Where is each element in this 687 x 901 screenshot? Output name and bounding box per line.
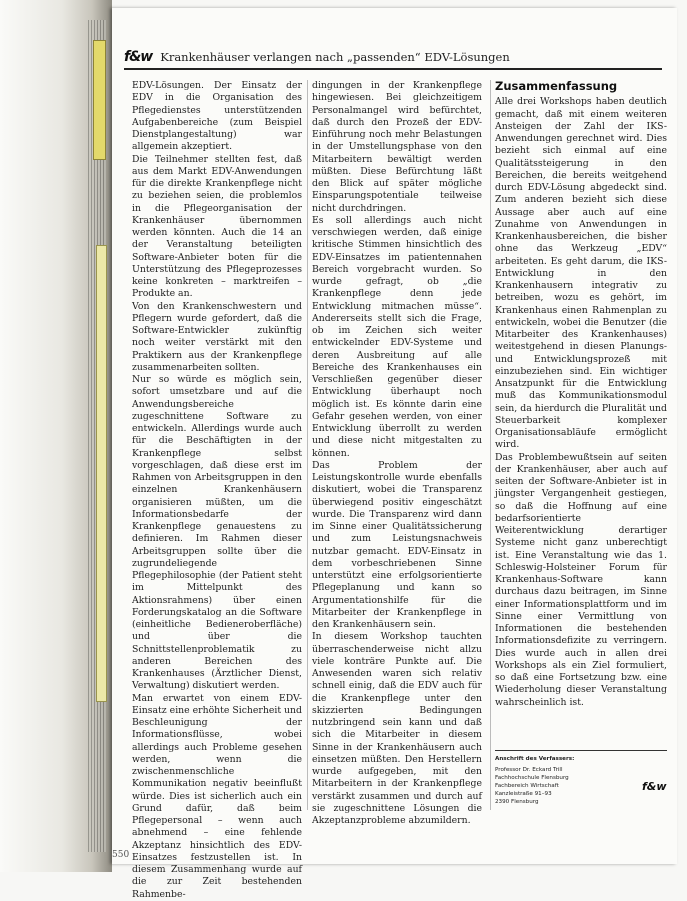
column-divider xyxy=(307,80,308,810)
paragraph: Die Teilnehmer stellten fest, daß aus dem Markt EDV-Anwendungen für die direkte Krankenpflege nicht zu beziehen seien, die problemlos in die Pflegeorganisation der Krankenhäuser übernommen werden könnten. Auch die 14 an der Veranstaltung beteiligten Software-Anbieter boten für die Unterstützung des Pflegeprozesses keine konkreten – marktreifen – Produkte an. xyxy=(132,153,302,300)
paragraph: In diesem Workshop tauchten überraschenderweise nicht allzu viele konträre Punkte auf. Die Anwesenden waren sich relativ schnell einig, daß die EDV auch für die Krankenpflege unter den skizzierten Bedingungen nutzbringend sein kann und daß sich die Mitarbeiter in diesem Sinne in der Krankenhäusern auch einsetzen müßten. Den Herstellern wurde aufgegeben, mit den Mitarbeitern in der Krankenpflege verstärkt zusammen und durch auf sie zugeschnittene Lösungen die Akzeptanzprobleme abzumildern. xyxy=(312,631,482,826)
running-header xyxy=(124,46,662,70)
address-line: Kanzleistraße 91–93 xyxy=(495,791,552,797)
journal-logo: f&w xyxy=(124,49,153,65)
paragraph: Es soll allerdings auch nicht verschwiegen werden, daß einige kritische Stimmen hinsichtlich des EDV-Einsatzes im patientennahen Bereich vorgebracht wurden. So wurde gefragt, ob „die Krankenpflege denn jede Entwicklung mitmachen müsse“. Andererseits stellt sich die Frage, ob im Zeichen sich weiter entwickelnder EDV-Systeme und deren Ausbreitung auf alle Bereiche des Krankenhauses ein Verschließen gegenüber dieser Entwicklung überhaupt noch möglich ist. Es könnte darin eine Gefahr gesehen werden, von einer Entwicklung überrollt zu werden und diese nicht mitgestalten zu können. xyxy=(312,214,482,459)
address-label: Anschrift des Verfassers: xyxy=(495,756,575,762)
paragraph: Das Problembewußtsein auf seiten der Krankenhäuser, aber auch auf seiten der Software-Anbieter ist in jüngster Vergangenheit gestiegen, so daß die Hoffnung auf eine bedarfsorientierte Weiterentwicklung derartiger Systeme nicht ganz unberechtigt ist. Eine Veranstaltung wie das 1. Schleswig-Holsteiner Forum für Krankenhaus-Software kann durchaus dazu beitragen, im Sinne einer Informationsplattform und im Sinne einer Vermittlung von Informationen die bestehenden Informationsdefizite zu verringern. Dies wurde auch in allen drei Workshops als ein Ziel formuliert, so daß eine Fortsetzung bzw. eine Wiederholung dieser Veranstaltung wahrscheinlich ist. xyxy=(495,451,667,708)
address-line: Fachbereich Wirtschaft xyxy=(495,783,559,789)
address-line: Professor Dr. Eckard Trill xyxy=(495,767,563,773)
journal-page xyxy=(112,8,677,900)
address-line: 2390 Flensburg xyxy=(495,799,539,805)
paragraph: Man erwartet von einem EDV-Einsatz eine erhöhte Sicherheit und Beschleunigung der Informationsflüsse, wobei allerdings auch Probleme gesehen werden, wenn die zwischenmenschliche Kommunikation negativ beeinflußt würde. Dies ist sicherlich auch ein Grund dafür, daß beim Pflegepersonal – wenn auch abnehmend – eine fehlende Akzeptanz hinsichtlich des EDV-Einsatzes festzustellen ist. In diesem Zusammenhang wurde auf die zur Zeit bestehenden Rahmenbe- xyxy=(132,692,302,900)
page-number: 550 xyxy=(112,850,130,860)
text-column-1 xyxy=(132,80,302,901)
author-address xyxy=(495,750,667,806)
text-column-3 xyxy=(495,80,667,709)
paragraph: Das Problem der Leistungskontrolle wurde ebenfalls diskutiert, wobei die Transparenz überwiegend positiv eingeschätzt wurde. Die Transparenz wird dann im Sinne einer Qualitätssicherung und zum Leistungsnachweis nutzbar gemacht. EDV-Einsatz in dem vorbeschriebenen Sinne unterstützt eine erfolgsorientierte Pflegeplanung und kann so Argumentationshilfe für die Mitarbeiter der Krankenpflege in den Krankenhäusern sein. xyxy=(312,459,482,630)
paragraph: EDV-Lösungen. Der Einsatz der EDV in die Organisation des Pflegedienstes unterstützenden Aufgabenbereiche (zum Beispiel Dienstplangestaltung) war allgemein akzeptiert. xyxy=(132,80,302,153)
column-divider xyxy=(490,80,491,810)
section-heading: Zusammenfassung xyxy=(495,79,618,93)
paragraph: Nur so würde es möglich sein, sofort umsetzbare und auf die Anwendungsbereiche zugeschnittene Software zu entwickeln. Allerdings wurde auch für die Beschäftigten in der Krankenpflege selbst vorgeschlagen, daß diese erst im Rahmen von Arbeitsgruppen in den einzelnen Krankenhäusern organisieren müßten, um die Informationsbedarfe der Krankenpflege genauestens zu definieren. Im Rahmen dieser Arbeitsgruppen sollte über die zugrundeliegende Pflegephilosophie (der Patient steht im Mittelpunkt des Aktionsrahmens) über einen Forderungskatalog an die Software (einheitliche Bedieneroberfläche) und über die Schnittstellenproblematik zu anderen Bereichen des Krankenhauses (Ärztlicher Dienst, Verwaltung) diskutiert werden. xyxy=(132,374,302,692)
paragraph: Alle drei Workshops haben deutlich gemacht, daß mit einem weiteren Ansteigen der Zahl der IKS-Anwendungen gerechnet wird. Dies bezieht sich einmal auf eine Qualitätssteigerung in den Bereichen, die bereits weitgehend durch EDV-Lösung abgedeckt sind. Zum anderen bezieht sich diese Aussage aber auch auf eine Zunahme von Anwendungen in Krankenhausbereichen, die bisher ohne das Werkzeug „EDV“ arbeiteten. Es geht darum, die IKS-Entwicklung in den Krankenhausern integrativ zu betreiben, wozu es gehört, im Krankenhaus einen Rahmenplan zu entwickeln, wobei die Benutzer (die Mitarbeiter des Krankenhauses) weitestgehend in diesen Planungs- und Entwicklungsprozeß mit einzubeziehen sind. Ein wichtiger Ansatzpunkt für die Entwicklung muß das Kommunikationsmodul sein, da hierdurch die Pluralität und Steuerbarkeit komplexer Organisationsabläufe ermöglicht wird. xyxy=(495,96,667,451)
paragraph: dingungen in der Krankenpflege hingewiesen. Bei gleichzeitigem Personalmangel wird befürchtet, daß durch den Prozeß der EDV-Einführung noch mehr Belastungen in der Umstellungsphase von den Mitarbeitern bewältigt werden müßten. Diese Befürchtung läßt den Blick auf später mögliche Einsparungspotentiale teilweise nicht durchdringen. xyxy=(312,80,482,214)
address-line: Fachhochschule Flensburg xyxy=(495,775,569,781)
index-tab xyxy=(93,40,106,160)
text-column-2 xyxy=(312,80,482,827)
paragraph: Von den Krankenschwestern und Pflegern wurde gefordert, daß die Software-Entwickler zukünftig noch weiter verstärkt mit den Praktikern aus der Krankenpflege zusammenarbeiten sollten. xyxy=(132,300,302,373)
index-tab xyxy=(96,245,107,702)
running-title: Krankenhäuser verlangen nach „passenden“ EDV-Lösungen xyxy=(160,50,510,64)
footer-logo: f&w xyxy=(642,780,667,793)
